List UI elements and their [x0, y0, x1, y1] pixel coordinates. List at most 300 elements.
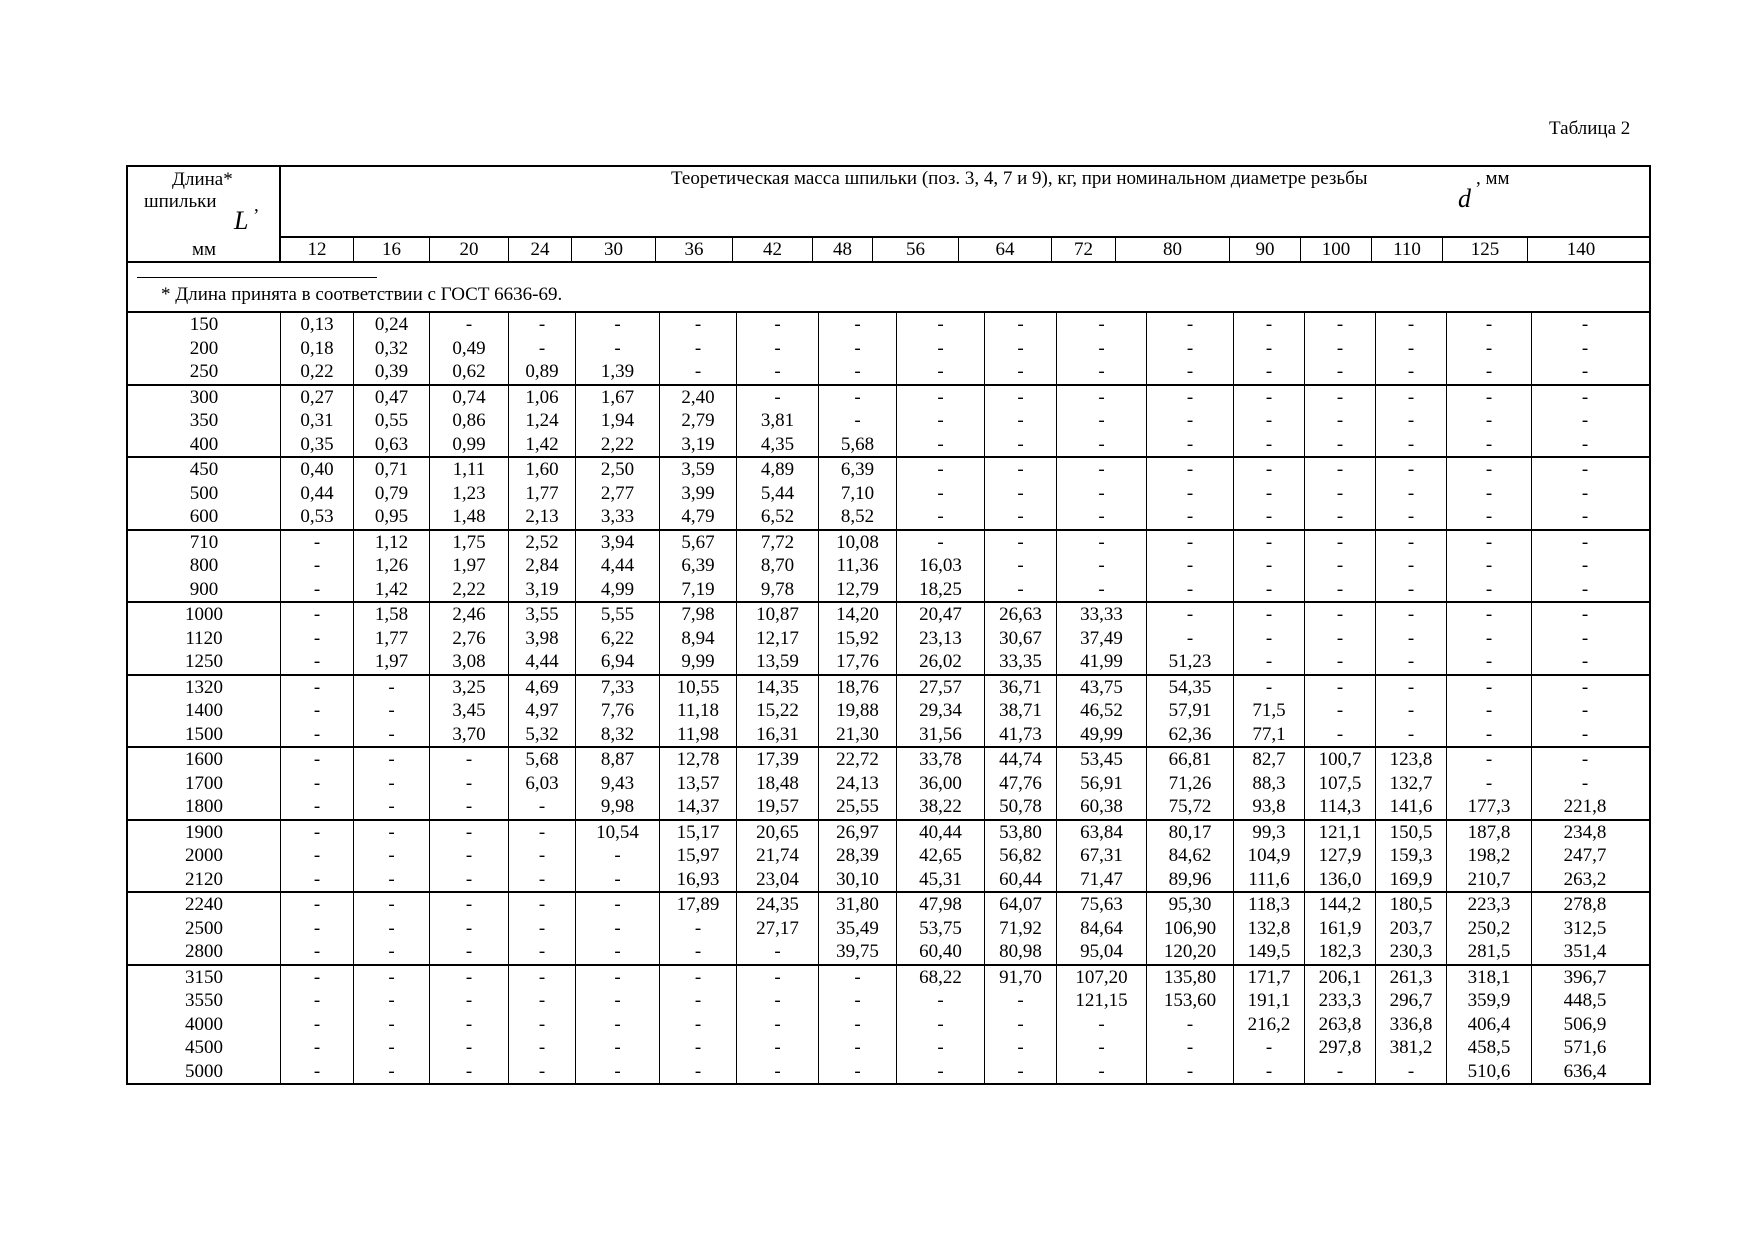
mass-column-cell	[660, 386, 737, 457]
mass-column-cell	[354, 458, 430, 529]
mass-value: -	[694, 990, 702, 1011]
mass-value: -	[1017, 531, 1024, 553]
mass-value: 171,7	[1247, 966, 1291, 988]
mass-column-cell	[354, 893, 430, 964]
mass-value: 7,98	[681, 604, 715, 625]
mass-value: -	[614, 337, 621, 359]
mass-value: -	[1098, 386, 1105, 408]
mass-column-cell	[1057, 893, 1147, 964]
mass-value: 57,91	[1168, 700, 1212, 721]
mass-value: -	[1186, 337, 1194, 359]
mass-column-cell	[1234, 893, 1305, 964]
mass-column-cell	[1376, 458, 1447, 529]
mass-value: 24,13	[836, 772, 879, 794]
mass-column-cell	[660, 531, 737, 602]
mass-value: -	[1336, 604, 1344, 625]
mass-value: -	[1336, 433, 1344, 455]
mass-value: 7,10	[840, 482, 875, 504]
mass-value: 2,40	[681, 386, 715, 408]
mass-column-cell	[354, 676, 430, 747]
mass-value: 51,23	[1168, 651, 1212, 672]
mass-column-cell	[897, 386, 985, 457]
mass-value: 3,19	[525, 578, 559, 600]
mass-value: -	[1407, 361, 1415, 382]
mass-value: -	[1581, 506, 1589, 527]
mass-value: -	[313, 845, 321, 866]
row-group	[128, 313, 1649, 386]
mass-value: 21,74	[756, 845, 799, 866]
mass-column-cell	[985, 966, 1057, 1084]
mass-value: -	[1017, 555, 1024, 576]
mass-value: 37,49	[1080, 627, 1123, 649]
mass-column-cell	[1532, 748, 1638, 819]
mass-value: -	[388, 1013, 395, 1035]
diameter-header-cell: 90	[1230, 238, 1301, 261]
mass-column-cell	[1234, 386, 1305, 457]
mass-value: 127,9	[1318, 845, 1362, 866]
mass-column-cell	[509, 676, 576, 747]
length-column-cell	[128, 313, 281, 384]
mass-value: -	[1017, 337, 1024, 359]
mass-value: -	[1485, 651, 1493, 672]
mass-value: -	[313, 578, 321, 600]
mass-value: 0,71	[374, 459, 409, 480]
mass-column-cell	[985, 821, 1057, 892]
mass-value: -	[313, 868, 321, 890]
length-value: 5000	[185, 1060, 223, 1082]
mass-value: -	[313, 990, 321, 1011]
diameter-header-cell: 64	[959, 238, 1052, 261]
mass-value: -	[1265, 531, 1273, 553]
mass-value: -	[1485, 772, 1493, 794]
mass-value: 14,37	[676, 796, 720, 817]
diameter-header-cell: 48	[813, 238, 873, 261]
mass-column-cell	[1234, 966, 1305, 1084]
mass-value: -	[313, 749, 321, 770]
mass-value: 36,00	[919, 772, 962, 794]
mass-column-cell	[1532, 893, 1638, 964]
mass-value: 336,8	[1389, 1013, 1433, 1035]
mass-value: -	[1407, 700, 1415, 721]
mass-value: 1,60	[525, 459, 559, 480]
mass-value: 5,68	[525, 749, 559, 770]
length-value: 1320	[185, 676, 223, 698]
mass-value: -	[1098, 361, 1105, 382]
table-body	[128, 313, 1649, 1083]
mass-value: -	[1098, 1037, 1105, 1058]
mass-value: -	[1581, 386, 1589, 408]
mass-value: -	[1581, 651, 1589, 672]
mass-column-cell	[1305, 748, 1376, 819]
mass-value: 22,72	[836, 749, 879, 770]
mass-value: -	[854, 1060, 861, 1082]
mass-column-cell	[281, 531, 354, 602]
mass-value: 1,75	[452, 531, 486, 553]
length-value: 2120	[185, 868, 223, 890]
mass-value: 0,99	[452, 433, 486, 455]
mass-column-cell	[1234, 313, 1305, 384]
mass-value: -	[1485, 700, 1493, 721]
mass-value: -	[694, 917, 702, 939]
mass-value: 63,84	[1080, 821, 1123, 843]
mass-value: 8,94	[681, 627, 715, 649]
mass-value: -	[1265, 482, 1273, 504]
mass-column-cell	[1532, 386, 1638, 457]
mass-value: 20,65	[756, 821, 799, 843]
mass-value: 10,54	[596, 821, 639, 843]
mass-column-cell	[1057, 603, 1147, 674]
mass-column-cell	[509, 313, 576, 384]
mass-value: -	[1186, 1060, 1194, 1082]
mass-value: 50,78	[999, 796, 1042, 817]
mass-value: -	[1186, 361, 1194, 382]
mass-value: -	[1017, 459, 1024, 480]
mass-value: -	[1581, 482, 1589, 504]
mass-value: 216,2	[1247, 1013, 1291, 1035]
mass-value: -	[1336, 676, 1344, 698]
mass-column-cell	[1532, 966, 1638, 1084]
mass-value: 15,92	[836, 627, 879, 649]
mass-column-cell	[1447, 603, 1532, 674]
mass-value: 6,22	[600, 627, 635, 649]
mass-column-cell	[576, 821, 660, 892]
mass-column-cell	[430, 531, 509, 602]
mass-value: 2,22	[600, 433, 635, 455]
length-value: 1400	[185, 700, 223, 721]
mass-column-cell	[1147, 458, 1234, 529]
mass-value: -	[1407, 314, 1415, 335]
mass-value: 60,40	[919, 941, 962, 962]
mass-column-cell	[897, 458, 985, 529]
length-value: 1250	[185, 651, 223, 672]
mass-value: -	[1407, 433, 1415, 455]
mass-value: 182,3	[1318, 941, 1362, 962]
mass-value: 68,22	[919, 966, 962, 988]
mass-column-cell	[509, 893, 576, 964]
mass-value: 12,79	[836, 578, 879, 600]
mass-column-cell	[576, 893, 660, 964]
mass-column-cell	[576, 748, 660, 819]
mass-value: -	[313, 1037, 321, 1058]
mass-value: -	[774, 941, 781, 962]
mass-value: -	[774, 990, 781, 1011]
mass-column-cell	[660, 893, 737, 964]
mass-value: 0,13	[300, 314, 334, 335]
mass-column-cell	[819, 748, 897, 819]
length-unit: мм	[192, 239, 217, 260]
mass-value: 53,75	[919, 917, 962, 939]
mass-column-cell	[576, 458, 660, 529]
mass-value: 20,47	[919, 604, 962, 625]
mass-value: 12,17	[756, 627, 799, 649]
length-column-cell	[128, 458, 281, 529]
mass-column-cell	[509, 386, 576, 457]
length-column-cell	[128, 893, 281, 964]
mass-column-cell	[1305, 313, 1376, 384]
mass-value: 0,95	[374, 506, 409, 527]
mass-value: -	[694, 966, 702, 988]
mass-value: 3,70	[452, 723, 486, 745]
mass-value: 53,45	[1080, 749, 1123, 770]
mass-value: -	[937, 386, 944, 408]
mass-column-cell	[1305, 458, 1376, 529]
mass-value: 2,76	[452, 627, 486, 649]
length-value: 3550	[185, 990, 223, 1011]
mass-column-cell	[897, 748, 985, 819]
mass-value: -	[614, 1060, 621, 1082]
mass-value: -	[937, 410, 944, 431]
mass-value: -	[465, 990, 473, 1011]
mass-value: 8,87	[600, 749, 635, 770]
mass-value: -	[313, 1013, 321, 1035]
mass-value: -	[465, 796, 473, 817]
mass-value: 95,30	[1168, 894, 1212, 915]
mass-value: -	[1581, 433, 1589, 455]
mass-value: -	[465, 894, 473, 915]
mass-value: -	[313, 531, 321, 553]
mass-value: 16,31	[756, 723, 799, 745]
mass-value: -	[538, 314, 546, 335]
mass-title: Теоретическая масса шпильки (поз. 3, 4, 7 и 9), кг, при номинальном диаметре резьбы	[671, 168, 1368, 189]
mass-value: 161,9	[1318, 917, 1362, 939]
mass-value: 0,18	[300, 337, 334, 359]
mass-value: 458,5	[1467, 1037, 1511, 1058]
mass-column-cell	[737, 386, 819, 457]
mass-value: -	[313, 627, 321, 649]
mass-value: -	[1265, 386, 1273, 408]
mass-value: 43,75	[1080, 676, 1123, 698]
mass-column-cell	[897, 821, 985, 892]
mass-column-cell	[1305, 821, 1376, 892]
length-value: 4500	[185, 1037, 223, 1058]
mass-value: -	[1186, 555, 1194, 576]
mass-value: 9,78	[760, 578, 795, 600]
mass-value: -	[774, 361, 781, 382]
mass-column-cell	[1447, 531, 1532, 602]
mass-value: -	[937, 459, 944, 480]
mass-value: 33,33	[1080, 604, 1123, 625]
mass-value: 6,52	[760, 506, 795, 527]
table-caption: Таблица 2	[1549, 118, 1631, 139]
mass-value: 247,7	[1563, 845, 1607, 866]
row-group	[128, 458, 1649, 531]
mass-column-cell	[985, 313, 1057, 384]
mass-column-cell	[354, 386, 430, 457]
mass-value: 82,7	[1252, 749, 1286, 770]
mass-column-cell	[1147, 386, 1234, 457]
mass-value: -	[1581, 459, 1589, 480]
diameter-header-cell: 36	[656, 238, 733, 261]
mass-column-cell	[660, 313, 737, 384]
mass-value: -	[1265, 314, 1273, 335]
mass-value: -	[1407, 555, 1415, 576]
mass-value: -	[1336, 361, 1344, 382]
mass-column-cell	[1234, 676, 1305, 747]
mass-value: -	[1581, 676, 1589, 698]
mass-value: -	[1017, 1037, 1024, 1058]
mass-value: -	[1017, 482, 1024, 504]
mass-column-cell	[576, 386, 660, 457]
mass-value: 42,65	[919, 845, 962, 866]
mass-value: -	[465, 821, 473, 843]
mass-value: 149,5	[1247, 941, 1291, 962]
mass-value: -	[313, 555, 321, 576]
mass-value: 0,39	[374, 361, 409, 382]
mass-column-cell	[660, 676, 737, 747]
mass-value: -	[774, 337, 781, 359]
mass-value: 297,8	[1318, 1037, 1362, 1058]
mass-column-cell	[430, 748, 509, 819]
mass-value: -	[465, 917, 473, 939]
mass-value: 132,7	[1389, 772, 1433, 794]
mass-value: -	[388, 966, 395, 988]
mass-column-cell	[281, 966, 354, 1084]
mass-column-cell	[819, 458, 897, 529]
mass-column-cell	[1376, 531, 1447, 602]
mass-value: 1,48	[452, 506, 486, 527]
mass-column-cell	[897, 603, 985, 674]
mass-value: 14,20	[836, 604, 879, 625]
mass-column-cell	[281, 821, 354, 892]
mass-value: 84,64	[1080, 917, 1123, 939]
mass-column-cell	[430, 603, 509, 674]
mass-value: 1,94	[600, 410, 635, 431]
mass-column-cell	[1447, 313, 1532, 384]
mass-value: 4,44	[600, 555, 635, 576]
mass-value: -	[1581, 749, 1589, 770]
mass-value: -	[694, 314, 702, 335]
mass-column-cell	[985, 386, 1057, 457]
mass-value: -	[854, 990, 861, 1011]
length-value: 250	[189, 361, 219, 382]
mass-value: -	[1581, 723, 1589, 745]
mass-value: 93,8	[1252, 796, 1286, 817]
mass-value: -	[388, 676, 395, 698]
length-value: 1500	[185, 723, 223, 745]
mass-column-cell	[985, 893, 1057, 964]
diameter-header-cell: 42	[733, 238, 813, 261]
mass-column-cell	[985, 458, 1057, 529]
mass-value: -	[854, 386, 861, 408]
mass-column-cell	[576, 313, 660, 384]
mass-value: 35,49	[836, 917, 879, 939]
mass-value: -	[854, 314, 861, 335]
mass-value: -	[538, 1013, 546, 1035]
mass-value: -	[1407, 531, 1415, 553]
mass-value: -	[313, 676, 321, 698]
mass-value: -	[1098, 459, 1105, 480]
mass-value: -	[854, 337, 861, 359]
mass-column-cell	[1447, 458, 1532, 529]
mass-value: -	[774, 386, 781, 408]
mass-value: 0,63	[374, 433, 409, 455]
mass-column-cell	[737, 313, 819, 384]
row-group	[128, 676, 1649, 749]
mass-value: -	[313, 604, 321, 625]
mass-value: 71,5	[1252, 700, 1286, 721]
mass-value: 107,20	[1075, 966, 1128, 988]
mass-value: -	[465, 749, 473, 770]
mass-value: -	[1186, 506, 1194, 527]
mass-value: -	[538, 941, 546, 962]
mass-value: -	[465, 772, 473, 794]
mass-value: 1,67	[600, 386, 635, 408]
mass-value: 261,3	[1389, 966, 1433, 988]
length-column-cell	[128, 603, 281, 674]
mass-value: 132,8	[1247, 917, 1291, 939]
mass-column-cell	[985, 676, 1057, 747]
mass-value: -	[1017, 314, 1024, 335]
mass-value: -	[774, 314, 781, 335]
mass-column-cell	[819, 966, 897, 1084]
mass-value: 3,99	[681, 482, 715, 504]
mass-value: -	[854, 410, 861, 431]
mass-value: 0,24	[374, 314, 409, 335]
mass-value: 0,55	[374, 410, 409, 431]
mass-value: -	[388, 894, 395, 915]
mass-value: 5,32	[525, 723, 559, 745]
length-value: 450	[189, 459, 219, 480]
mass-value: 1,77	[374, 627, 409, 649]
mass-value: -	[313, 651, 321, 672]
mass-value: 62,36	[1168, 723, 1212, 745]
mass-value: -	[694, 1013, 702, 1035]
mass-value: 39,75	[836, 941, 879, 962]
mass-value: 11,18	[676, 700, 720, 721]
mass-value: 7,19	[681, 578, 715, 600]
length-value: 2000	[185, 845, 223, 866]
mass-value: -	[1581, 361, 1589, 382]
mass-value: 359,9	[1467, 990, 1511, 1011]
mass-column-cell	[660, 966, 737, 1084]
mass-column-cell	[737, 748, 819, 819]
mass-value: -	[694, 337, 702, 359]
mass-value: 66,81	[1168, 749, 1212, 770]
mass-value: 9,43	[600, 772, 635, 794]
mass-value: 318,1	[1467, 966, 1511, 988]
mass-value: 111,6	[1248, 868, 1290, 890]
mass-value: 107,5	[1318, 772, 1362, 794]
mass-value: -	[313, 700, 321, 721]
mass-value: -	[388, 941, 395, 962]
row-group	[128, 893, 1649, 966]
mass-column-cell	[737, 676, 819, 747]
mass-value: -	[538, 337, 546, 359]
length-value: 2800	[185, 941, 223, 962]
mass-value: -	[538, 796, 546, 817]
mass-value: 250,2	[1467, 917, 1511, 939]
mass-value: 448,5	[1563, 990, 1607, 1011]
diameter-header-cell: 30	[572, 238, 656, 261]
mass-value: 510,6	[1467, 1060, 1511, 1082]
mass-column-cell	[1305, 676, 1376, 747]
mass-value: -	[614, 845, 621, 866]
mass-value: -	[614, 314, 621, 335]
mass-value: 47,76	[999, 772, 1042, 794]
mass-value: 4,89	[760, 459, 795, 480]
mass-value: 33,78	[919, 749, 962, 770]
mass-value: 36,71	[999, 676, 1042, 698]
mass-value: 44,74	[999, 749, 1042, 770]
mass-value: -	[1186, 386, 1194, 408]
row-group	[128, 821, 1649, 894]
mass-value: 27,57	[919, 676, 962, 698]
mass-value: -	[1485, 459, 1493, 480]
mass-value: 233,3	[1318, 990, 1362, 1011]
mass-value: 89,96	[1168, 868, 1212, 890]
mass-value: 100,7	[1318, 749, 1362, 770]
mass-value: 210,7	[1467, 868, 1511, 890]
